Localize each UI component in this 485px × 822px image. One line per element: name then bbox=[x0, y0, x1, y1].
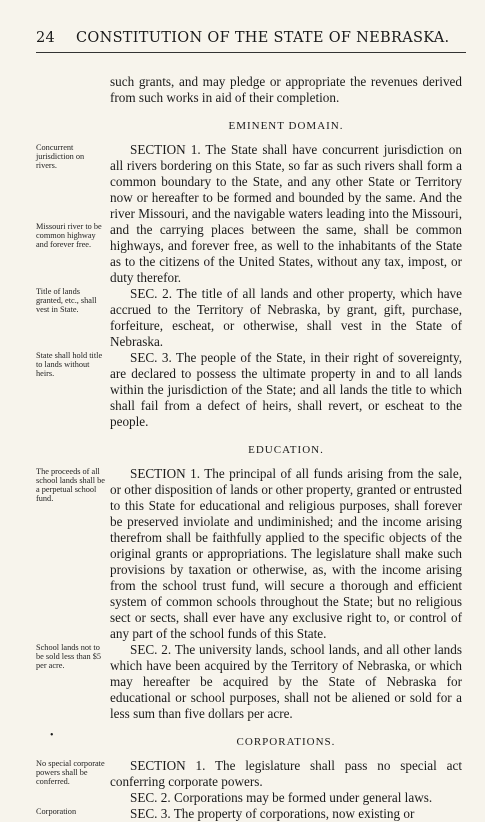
page-header bbox=[36, 30, 466, 46]
margin-note: Title of lands granted, etc., shall vest in State. bbox=[36, 287, 97, 314]
margin-note: Missouri river to be common highway and forever free. bbox=[36, 222, 102, 249]
article-row bbox=[36, 806, 466, 822]
intro-paragraph: such grants, and may pledge or appropriate the revenues derived from such works in aid of their completion. bbox=[110, 74, 462, 105]
article-paragraph bbox=[110, 790, 462, 806]
article-row bbox=[36, 466, 466, 642]
header-rule bbox=[36, 52, 466, 53]
article-paragraph bbox=[110, 466, 462, 642]
margin-note: No special corporate powers shall be conferred. bbox=[36, 759, 105, 786]
section-number: SEC. 2. bbox=[130, 790, 171, 805]
section-number: SECTION 1. bbox=[130, 142, 201, 157]
article-row bbox=[36, 286, 466, 350]
margin-note: School lands not to be sold less than $5 per acre. bbox=[36, 643, 101, 670]
article-paragraph bbox=[110, 758, 462, 790]
section-heading: EMINENT DOMAIN. bbox=[228, 120, 344, 132]
running-title: CONSTITUTION OF THE STATE OF NEBRASKA. bbox=[76, 30, 450, 46]
article-row bbox=[36, 790, 466, 806]
section-number: SECTION 1. bbox=[130, 758, 206, 773]
article-text: Corporations may be formed under general laws. bbox=[170, 790, 433, 805]
article-paragraph bbox=[110, 806, 462, 822]
bullet-mark: • bbox=[50, 730, 55, 741]
margin-note: Concurrent jurisdiction on rivers. bbox=[36, 143, 85, 170]
article-text: The State shall have concurrent jurisdiction on all rivers bordering on this State, so far as such rivers shall form a common boundary to the State, and any other State or Territory now or hereafter to be formed and bounded by the same. And the river Missouri, and the navigable waters leading into the Missouri, and the carrying places between the same, shall be common highways, and forever free, as well to the inhabitants of the State as to the citizens of the United States, without any tax, impost, or duty therefor. bbox=[110, 142, 462, 285]
section-number: SEC. 3. bbox=[130, 350, 172, 365]
section-number: SEC. 3. bbox=[130, 806, 171, 821]
article-text: The property of corporations, now existing or bbox=[170, 806, 415, 821]
section-number: SECTION 1. bbox=[130, 466, 201, 481]
margin-note: State shall hold title to lands without heirs. bbox=[36, 351, 103, 378]
article-text: The title of all lands and other property, which have accrued to the Territory of Nebraska, by grant, gift, purchase, forfeiture, escheat, or otherwise, shall vest in the State of Nebraska. bbox=[110, 286, 463, 349]
article-text: The university lands, school lands, and all other lands which have been acquired by the Territory of Nebraska, or which may hereafter be acquired by the State of Nebraska for educational or school purposes, shall not be aliened or sold for a less sum than five dollars per acre. bbox=[110, 642, 462, 721]
section-heading: CORPORATIONS. • bbox=[50, 730, 336, 748]
article-paragraph bbox=[110, 642, 462, 722]
article-paragraph bbox=[110, 286, 462, 350]
article-text: The people of the State, in their right of sovereignty, are declared to possess the ultimate property in and to all lands within the jurisdiction of the State; and all lands the title to which shall fail from a defect of heirs, shall revert, or escheat to the people. bbox=[110, 350, 463, 429]
article-text: The principal of all funds arising from the sale, or other disposition of lands or other property, granted or entrusted to this State for educational and religious purposes, shall forever be preserved inviolate and undiminished; and the income arising therefrom shall be faithfully applied to the specific objects of the original grants or appropriations. The legislature shall make such provisions by taxation or otherwise, as, with the income arising from the school trust fund, will secure a thorough and efficient system of common schools throughout the State; but no religious sect or sects, shall ever have any exclusive right to, or control of any part of the school funds of this State. bbox=[110, 466, 462, 641]
article-paragraph bbox=[110, 350, 462, 430]
article-text: The legislature shall pass no special act conferring corporate powers. bbox=[110, 758, 463, 789]
page-number: 24 bbox=[36, 30, 56, 46]
margin-note: The proceeds of all school lands shall be a perpetual school fund. bbox=[36, 467, 105, 503]
article-row bbox=[36, 142, 466, 286]
section-heading: EDUCATION. bbox=[248, 444, 324, 456]
document-body bbox=[36, 74, 466, 822]
section-number: SEC. 2. bbox=[130, 286, 173, 301]
article-paragraph bbox=[110, 142, 462, 286]
article-row bbox=[36, 758, 466, 790]
margin-note: Corporation bbox=[36, 807, 77, 816]
section-number: SEC. 2. bbox=[130, 642, 172, 657]
article-row bbox=[36, 350, 466, 430]
article-row bbox=[36, 642, 466, 722]
